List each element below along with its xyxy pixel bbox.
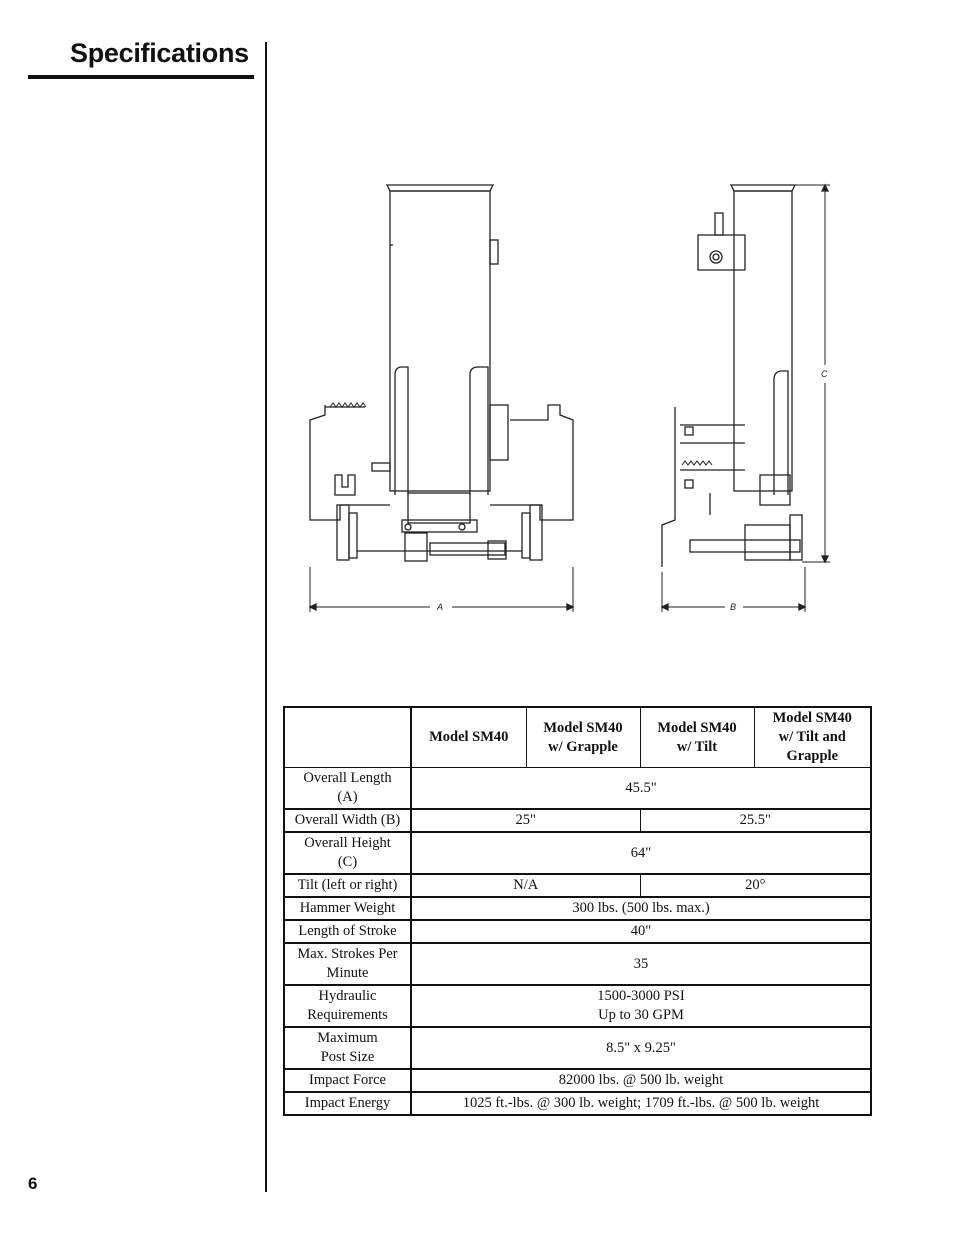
row-value: 8.5" x 9.25" [411, 1027, 871, 1069]
dimension-label-a: A [437, 602, 444, 612]
table-row [284, 985, 871, 1027]
table-row [284, 768, 871, 810]
table-row [284, 920, 871, 943]
title-underline [28, 75, 254, 79]
table-row [284, 1069, 871, 1092]
row-label: Maximum Post Size [284, 1027, 411, 1069]
column-header: Model SM40 [411, 707, 526, 768]
row-value: N/A [411, 874, 640, 897]
row-value: 1500-3000 PSI Up to 30 GPM [411, 985, 871, 1027]
row-label: Overall Width (B) [284, 809, 411, 832]
row-value: 82000 lbs. @ 500 lb. weight [411, 1069, 871, 1092]
row-label: Hammer Weight [284, 897, 411, 920]
table-row [284, 809, 871, 832]
row-value: 40" [411, 920, 871, 943]
table-row [284, 874, 871, 897]
row-label: Impact Energy [284, 1092, 411, 1115]
table-row [284, 832, 871, 874]
dimension-label-b: B [730, 602, 737, 612]
row-label: Impact Force [284, 1069, 411, 1092]
row-label: Overall Length (A) [284, 768, 411, 810]
column-header: Model SM40 w/ Tilt and Grapple [754, 707, 871, 768]
row-value: 45.5" [411, 768, 871, 810]
row-value: 1025 ft.-lbs. @ 300 lb. weight; 1709 ft.-lbs. @ 500 lb. weight [411, 1092, 871, 1115]
table-row [284, 943, 871, 985]
dimension-label-c: C [821, 369, 828, 379]
page-number: 6 [28, 1174, 38, 1193]
row-label: Hydraulic Requirements [284, 985, 411, 1027]
table-row [284, 1027, 871, 1069]
row-value: 25.5" [640, 809, 871, 832]
row-label: Length of Stroke [284, 920, 411, 943]
row-value: 300 lbs. (500 lbs. max.) [411, 897, 871, 920]
table-header-row [284, 707, 871, 768]
column-header: Model SM40 w/ Tilt [640, 707, 754, 768]
table-row [284, 897, 871, 920]
row-value: 20° [640, 874, 871, 897]
column-header: Model SM40 w/ Grapple [526, 707, 640, 768]
side-view [662, 185, 830, 612]
specification-drawing [290, 175, 850, 625]
vertical-divider [265, 42, 267, 1192]
row-value: 64" [411, 832, 871, 874]
row-value: 25" [411, 809, 640, 832]
specifications-table [283, 706, 872, 1116]
row-label: Max. Strokes Per Minute [284, 943, 411, 985]
row-value: 35 [411, 943, 871, 985]
front-view [310, 185, 573, 612]
row-label: Tilt (left or right) [284, 874, 411, 897]
table-row [284, 1092, 871, 1115]
column-header [284, 707, 411, 768]
row-label: Overall Height (C) [284, 832, 411, 874]
page-title: Specifications [70, 38, 249, 68]
